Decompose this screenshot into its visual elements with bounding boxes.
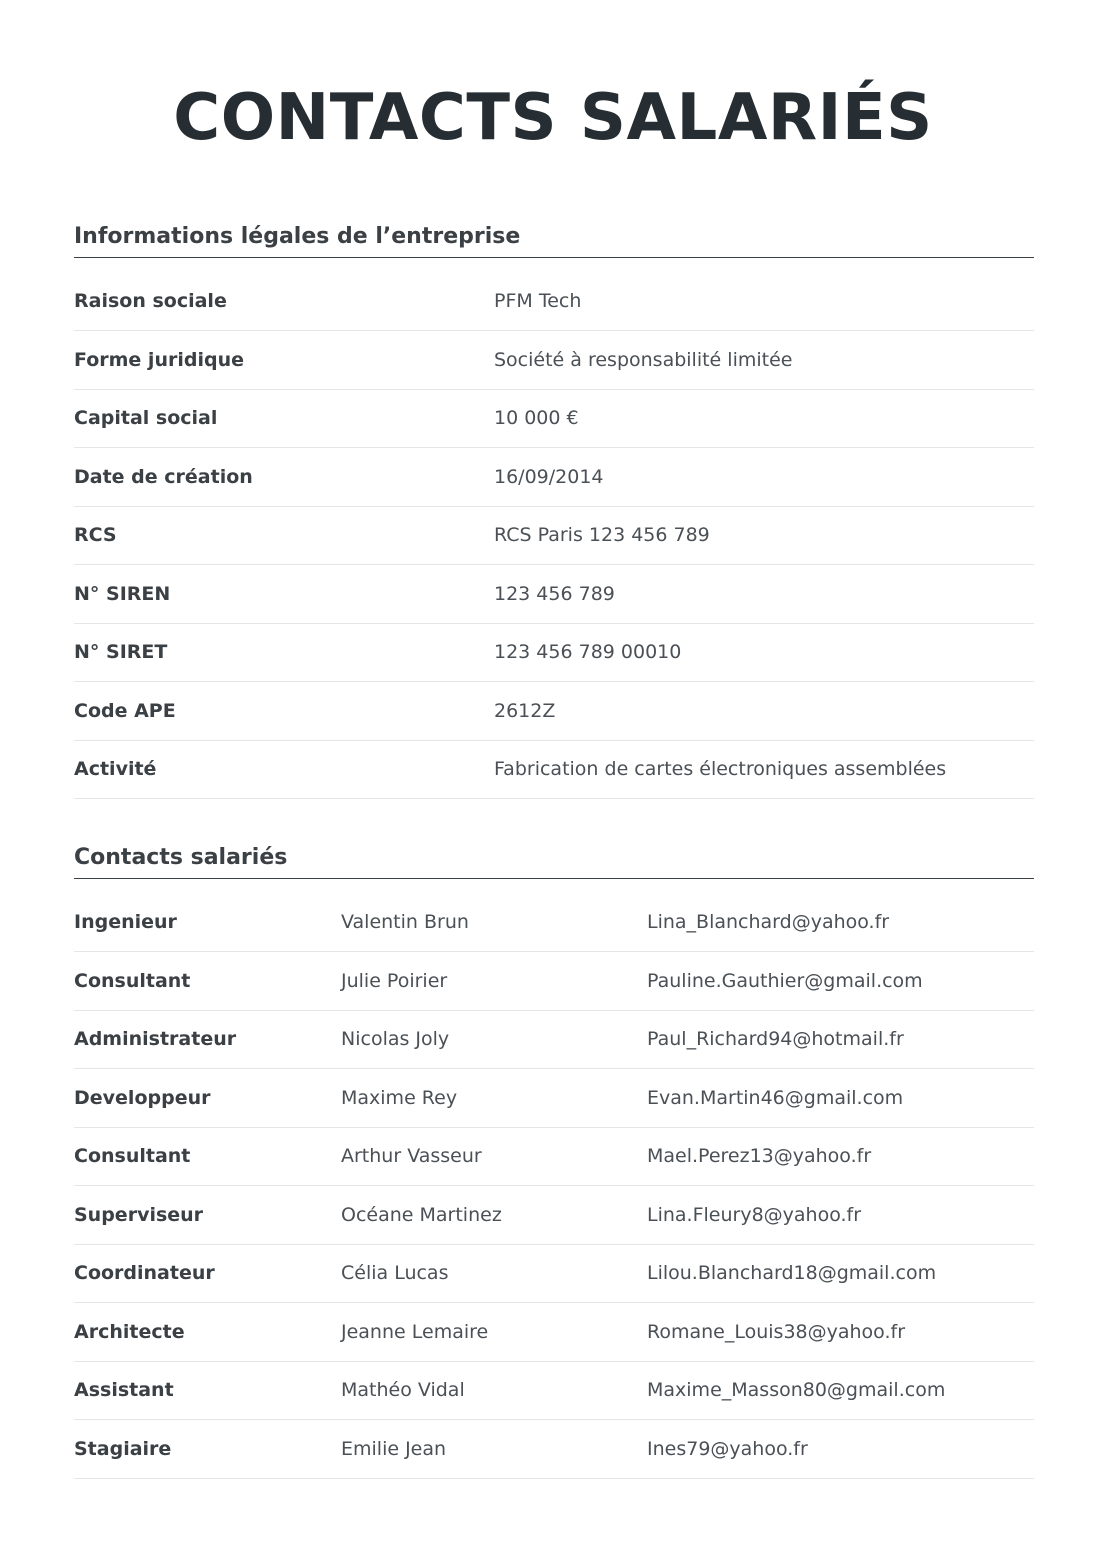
legal-label: N° SIREN <box>74 582 171 605</box>
legal-row-date-creation <box>74 448 1034 507</box>
contact-role: Consultant <box>74 1145 191 1168</box>
legal-row-forme-juridique <box>74 331 1034 390</box>
contact-row <box>74 952 1034 1011</box>
contact-email: Lilou.Blanchard18@gmail.com <box>647 1262 937 1285</box>
contact-name: Maxime Rey <box>341 1086 458 1109</box>
contact-row <box>74 879 1034 952</box>
legal-label: Date de création <box>74 465 253 488</box>
legal-value: 2612Z <box>494 699 556 722</box>
legal-value: 123 456 789 <box>494 582 615 605</box>
legal-info-section <box>74 222 1034 799</box>
legal-value: Société à responsabilité limitée <box>494 348 793 371</box>
contact-email: Paul_Richard94@hotmail.fr <box>647 1028 904 1051</box>
contact-name: Mathéo Vidal <box>341 1379 465 1402</box>
contact-name: Océane Martinez <box>341 1203 502 1226</box>
contact-name: Julie Poirier <box>341 969 448 992</box>
contact-name: Célia Lucas <box>341 1262 449 1285</box>
contacts-section <box>74 843 1034 1479</box>
legal-value: RCS Paris 123 456 789 <box>494 524 710 547</box>
contact-row <box>74 1128 1034 1187</box>
legal-info-heading: Informations légales de l’entreprise <box>74 222 1034 258</box>
contact-role: Coordinateur <box>74 1262 215 1285</box>
legal-row-activite <box>74 741 1034 800</box>
contact-role: Developpeur <box>74 1086 211 1109</box>
legal-row-siret <box>74 624 1034 683</box>
legal-value: 123 456 789 00010 <box>494 641 682 664</box>
contact-email: Romane_Louis38@yahoo.fr <box>647 1320 906 1343</box>
contact-row <box>74 1245 1034 1304</box>
contact-email: Lina_Blanchard@yahoo.fr <box>647 911 890 933</box>
legal-row-rcs <box>74 507 1034 566</box>
contact-role: Assistant <box>74 1379 174 1402</box>
contact-email: Pauline.Gauthier@gmail.com <box>647 969 923 992</box>
contacts-table <box>74 879 1034 1479</box>
contact-row <box>74 1303 1034 1362</box>
page-title: CONTACTS SALARIÉS <box>173 81 933 155</box>
legal-label: Capital social <box>74 407 218 430</box>
contact-role: Consultant <box>74 969 191 992</box>
contact-role: Ingenieur <box>74 911 177 933</box>
legal-value: 16/09/2014 <box>494 465 604 488</box>
legal-value: PFM Tech <box>494 290 582 312</box>
contact-name: Jeanne Lemaire <box>341 1320 489 1343</box>
contact-name: Valentin Brun <box>341 911 469 933</box>
contact-role: Administrateur <box>74 1028 237 1051</box>
contact-row <box>74 1362 1034 1421</box>
legal-row-raison-sociale <box>74 258 1034 331</box>
contact-role: Architecte <box>74 1320 185 1343</box>
contact-email: Ines79@yahoo.fr <box>647 1437 808 1460</box>
contact-name: Emilie Jean <box>341 1437 447 1460</box>
contact-row <box>74 1011 1034 1070</box>
legal-label: N° SIRET <box>74 641 168 664</box>
legal-row-code-ape <box>74 682 1034 741</box>
contact-role: Stagiaire <box>74 1437 172 1460</box>
legal-info-table <box>74 258 1034 799</box>
contact-name: Nicolas Joly <box>341 1028 450 1051</box>
contact-email: Maxime_Masson80@gmail.com <box>647 1379 946 1402</box>
legal-label: RCS <box>74 524 117 547</box>
contact-email: Mael.Perez13@yahoo.fr <box>647 1145 872 1168</box>
contact-role: Superviseur <box>74 1203 204 1226</box>
contact-row <box>74 1186 1034 1245</box>
legal-value: 10 000 € <box>494 407 579 430</box>
contact-row <box>74 1069 1034 1128</box>
legal-label: Code APE <box>74 699 176 722</box>
legal-label: Forme juridique <box>74 348 244 371</box>
legal-row-siren <box>74 565 1034 624</box>
legal-value: Fabrication de cartes électroniques assemblées <box>494 758 947 781</box>
contact-row <box>74 1420 1034 1479</box>
contact-name: Arthur Vasseur <box>341 1145 482 1168</box>
legal-label: Raison sociale <box>74 290 227 312</box>
contact-email: Evan.Martin46@gmail.com <box>647 1086 904 1109</box>
contact-email: Lina.Fleury8@yahoo.fr <box>647 1203 862 1226</box>
legal-label: Activité <box>74 758 157 781</box>
legal-row-capital-social <box>74 390 1034 449</box>
contacts-heading: Contacts salariés <box>74 843 1034 879</box>
